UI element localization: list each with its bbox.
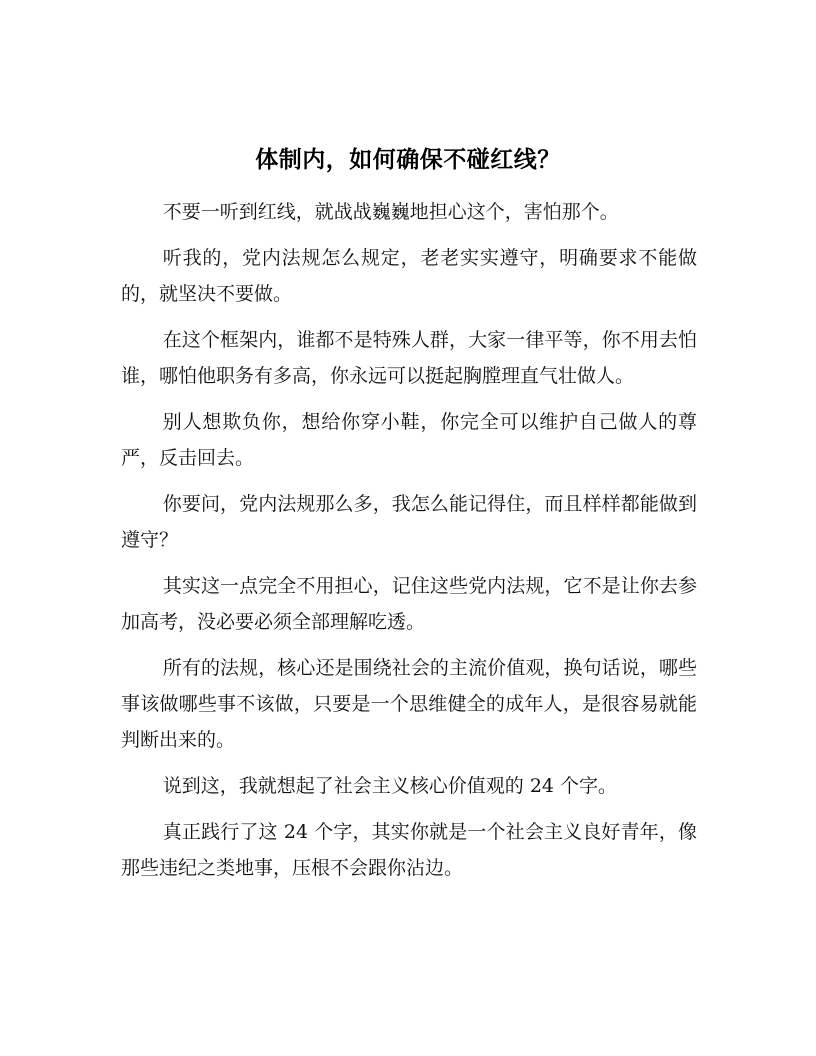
document-title: 体制内，如何确保不碰红线？ (255, 147, 561, 173)
paragraph: 其实这一点完全不用担心，记住这些党内法规，它不是让你去参加高考，没必要必须全部理解吃透。 (121, 575, 697, 633)
document-body (121, 194, 697, 896)
paragraph: 在这个框架内，谁都不是特殊人群，大家一律平等，你不用去怕谁，哪怕他职务有多高，你永远可以挺起胸膛理直气壮做人。 (121, 329, 697, 387)
paragraph: 不要一听到红线，就战战巍巍地担心这个，害怕那个。 (162, 201, 619, 223)
paragraph: 所有的法规，核心还是围绕社会的主流价值观，换句话说，哪些事该做哪些事不该做，只要是一个思维健全的成年人，是很容易就能判断出来的。 (121, 657, 697, 751)
paragraph: 听我的，党内法规怎么规定，老老实实遵守，明确要求不能做的，就坚决不要做。 (121, 247, 697, 305)
paragraph: 真正践行了这 24 个字，其实你就是一个社会主义良好青年，像那些违纪之类地事，压根不会跟你沾边。 (121, 821, 697, 879)
paragraph: 说到这，我就想起了社会主义核心价值观的 24 个字。 (162, 775, 618, 797)
paragraph: 你要问，党内法规那么多，我怎么能记得住，而且样样都能做到遵守？ (121, 493, 697, 551)
paragraph: 别人想欺负你，想给你穿小鞋，你完全可以维护自己做人的尊严，反击回去。 (121, 411, 697, 469)
